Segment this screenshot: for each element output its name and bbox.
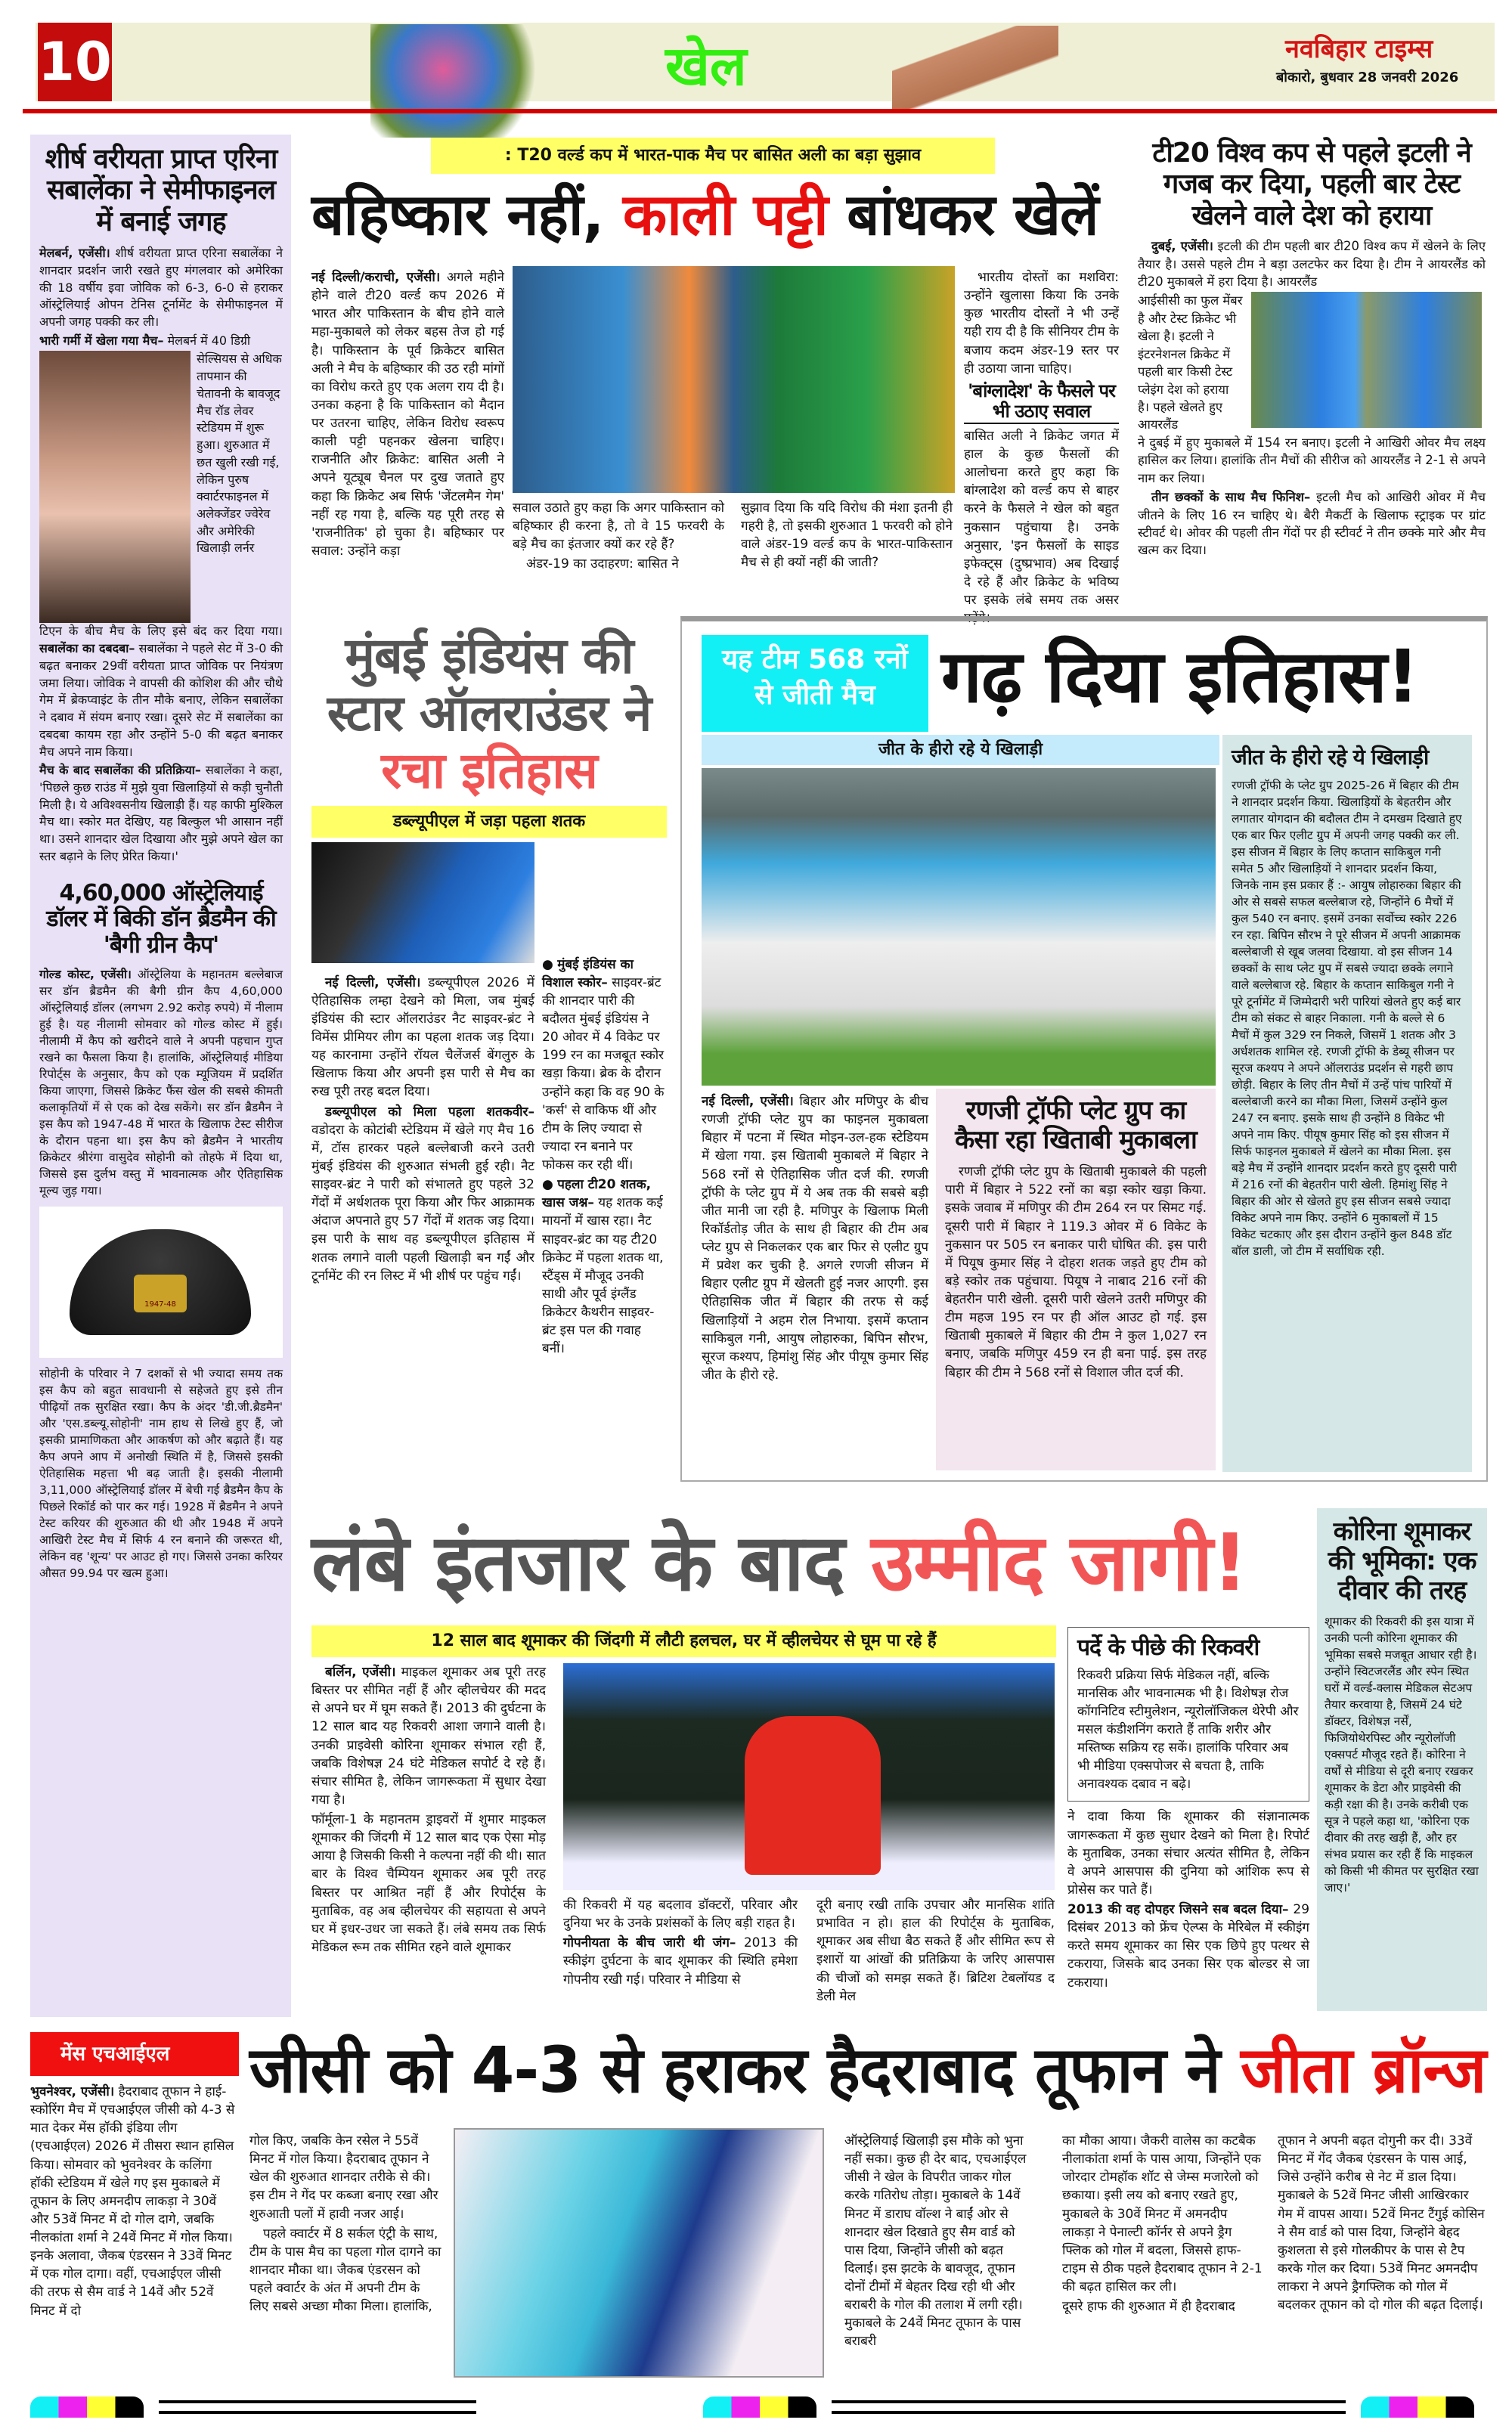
sabalenka-photo [39, 351, 191, 623]
ranji-final-box: रणजी ट्रॉफी प्लेट ग्रुप का कैसा रहा खिताबी मुकाबला रणजी ट्रॉफी प्लेट ग्रुप के खिताबी मुकाबले की पहली पारी में बिहार ने 522 रनों का बड़ा स्कोर खड़ा किया. इसके जवाब में मणिपुर की टीम 264 रन पर सिमट गई. दूसरी पारी में बिहार ने 119.3 ओवर में 6 विकेट के नुकसान पर 505 रन बनाकर पारी घोषित की. इस पारी में पियूष कुमार सिंह ने दोहरा शतक जड़ते हुए टीम को बड़े स्कोर तक पहुंचाया. पियूष ने नाबाद 216 रनों की बेहतरीन पारी खेली. दूसरी पारी खेलने उतरी मणिपुर की टीम महज 195 रन पर ही ऑल आउट हो गई. इस खिताबी मुकाबले में बिहार की टीम ने कुल 1,027 रन बनाए, जबकि मणिपुर 459 रन ही बना पाई. इस तरह बिहार की टीम ने 568 रनों से विशाल जीत दर्ज की. [936, 1089, 1216, 1470]
ranji-photo-banner: जीत के हीरो रहे ये खिलाड़ी [702, 735, 1219, 765]
schumacher-kicker: 12 साल बाद शूमाकर की जिंदगी में लौटी हलचल, घर में व्हीलचेयर से घूम पा रहे हैं [311, 1625, 1056, 1657]
map-collage-image [370, 24, 552, 138]
hockey-section-label: मेंस एचआईएल [30, 2032, 239, 2076]
schumacher-headline: लंबे इंतजार के बाद उम्मीद जागी! [311, 1517, 1247, 1609]
ranji-badge: यह टीम 568 रनों से जीती मैच [702, 635, 928, 732]
recovery-headline: पर्दे के पीछे की रिकवरी [1077, 1634, 1259, 1661]
sabalenka-headline: शीर्ष वरीयता प्राप्त एरिना सबालेंका ने सेमीफाइनल में बनाई जगह [45, 144, 277, 237]
registration-marks-right [1361, 2396, 1474, 2418]
header-rule [23, 109, 1497, 113]
schumacher-right-column [1067, 1627, 1309, 1994]
newspaper-name: नवबिहार टाइम्स [1285, 34, 1433, 64]
t20-col3: सुझाव दिया कि यदि विरोध की मंशा इतनी ही गहरी है, तो इसकी शुरुआत 1 फरवरी को होने वाले अंडर-19 वर्ल्ड कप के भारत-पाकिस्तान मैच से ही क्यों नहीं की जाती? [741, 500, 953, 571]
schumacher-col4: ने दावा किया कि शूमाकर की संज्ञानात्मक जागरूकता में कुछ सुधार देखने को मिला है। रिपोर्ट के मुताबिक, उनका संचार अत्यंत सीमित है, लेकिन वे अपने आसपास की दुनिया को आंशिक रूप से प्रोसेस कर पाते हैं। 2013 की वह दोपहर जिसने सब बदल दिया– 29 दिसंबर 2013 को फ्रेंच ऐल्प्स के मेरिबेल में स्कीइंग करते समय शूमाकर का सिर एक छिपे हुए पत्थर से टकराया, जिसके बाद उनका सिर एक बोल्डर से जा टकराया। [1067, 1809, 1310, 1991]
schumacher-skiing-photo [563, 1663, 1055, 1890]
baggy-green-cap-photo [39, 1207, 283, 1358]
italy-headline: टी20 विश्व कप से पहले इटली ने गजब कर दिया, पहली बार टेस्ट खेलने वाले देश को हराया [1152, 138, 1471, 231]
schumacher-col2: की रिकवरी में यह बदलाव डॉक्टरों, परिवार और दुनिया भर के उनके प्रशंसकों के लिए बड़ी राहत है। गोपनीयता के बीच जारी थी जंग– 2013 की स्कीइंग दुर्घटना के बाद शूमाकर की स्थिति हमेशा गोपनीय रखी गई। परिवार ने मीडिया से [563, 1898, 798, 1988]
hockey-col4: का मौका आया। जैकरी वालेस का कटबैक नीलाकांता शर्मा के पास आया, जिन्होंने एक जोरदार टोमहॉक शॉट से जेम्स मजारेलो को छकाया। इसी लय को बनाए रखते हुए, मुकाबले के 30वें मिनट में अमनदीप लाकड़ा ने पेनाल्टी कॉर्नर से अपने ड्रैग फ्लिक को गोल में बदला, जिससे हाफ-टाइम से ठीक पहले हैदराबाद तूफान ने 2-1 की बढ़त हासिल कर ली। दूसरे हाफ की शुरुआत में ही हैदराबाद [1062, 2133, 1263, 2315]
statue-image [892, 26, 1058, 113]
schumacher-col1: बर्लिन, एजेंसी। माइकल शूमाकर अब पूरी तरह बिस्तर पर सीमित नहीं हैं और व्हीलचेयर की मदद से अपने घर में घूम सकते हैं। 2013 की दुर्घटना के 12 साल बाद यह रिकवरी आशा जगाने वाली है। उनकी प्राइवेसी कोरिना शूमाकर संभाल रही हैं, जबकि विशेषज्ञ 24 घंटे मेडिकल सपोर्ट दे रहे हैं। संचार सीमित है, लेकिन जागरूकता में सुधार देखा गया है। फॉर्मूला-1 के महानतम ड्राइवरों में शुमार माइकल शूमाकर की जिंदगी में 12 साल बाद एक ऐसा मोड़ आया है जिसकी किसी ने कल्पना नहीं की थी। सात बार के विश्व चैम्पियन शूमाकर अब पूरी तरह बिस्तर पर आश्रित नहीं हैं और रिपोर्ट्स के मुताबिक, वह अब व्हीलचेयर की सहायता से अपने घर में इधर-उधर जा सकते हैं। लंबे समय तक सिर्फ मेडिकल रूम तक सीमित रहने वाले शूमाकर [311, 1665, 546, 1955]
hockey-col1: भुवनेश्वर, एजेंसी। हैदराबाद तूफान ने हाई-स्कोरिंग मैच में एचआईएल जीसी को 4-3 से मात देकर मेंस हॉकी इंडिया लीग (एचआईएल) 2026 में तीसरा स्थान हासिल किया। सोमवार को भुवनेश्वर के कलिंगा हॉकी स्टेडियम में खेले गए इस मुकाबले में तूफान के लिए अमनदीप लाकड़ा ने 30वें और 53वें मिनट में दो गोल दागे, जबकि नीलकांता शर्मा ने 24वें मिनट में गोल किया। इनके अलावा, जैकब एंडरसन ने 33वें मिनट में एक गोल दागा। वहीं, एचआईएल जीसी की तरफ से सैम वार्ड ने 14वें और 52वें मिनट में दो [30, 2084, 235, 2319]
india-pakistan-captains-photo [513, 266, 955, 493]
t20-col1: नई दिल्ली/कराची, एजेंसी। अगले महीने होने वाले टी20 वर्ल्ड कप 2026 में भारत और पाकिस्तान के बीच होने वाले महा-मुकाबले को लेकर बहस तेज हो गई है। पाकिस्तान के पूर्व क्रिकेटर बासित अली ने मैच के बहिष्कार की उठ रही मांगों का विरोध करते हुए एक अलग राय दी है। उनका कहना है कि पाकिस्तान को मैदान पर उतरना चाहिए, लेकिन विरोध स्वरूप काली पट्टी पहनकर खेलना चाहिए। राजनीति और क्रिकेट: बासित अली ने अपने यूट्यूब चैनल पर दुख जताते हुए कहा कि क्रिकेट अब सिर्फ 'जेंटलमैन गेम' नहीं रह गया है, बल्कि यह पूरी तरह से 'राजनीतिक' हो चुका है। बहिष्कार पर सवाल: उन्होंने कड़ा [311, 270, 504, 559]
t20-col2: सवाल उठाते हुए कहा कि अगर पाकिस्तान को बहिष्कार ही करना है, तो वे 15 फरवरी के बड़े मैच का इंतजार क्यों कर रहे हैं? अंडर-19 का उदाहरण: बासित ने [513, 500, 724, 572]
corinna-sidebar: कोरिना शूमाकर की भूमिका: एक दीवार की तरह शूमाकर की रिकवरी की इस यात्रा में उनकी पत्नी कोरिना शूमाकर की भूमिका सबसे मजबूत आधार रही है। उन्होंने स्विटजरलैंड और स्पेन स्थित घरों में वर्ल्ड-क्लास मेडिकल सेटअप तैयार करवाया है, जिसमें 24 घंटे डॉक्टर, विशेषज्ञ नर्सें, फिजियोथेरपिस्ट और न्यूरोलॉजी एक्सपर्ट मौजूद रहते हैं। कोरिना ने वर्षों से मीडिया से दूरी बनाए रखकर शूमाकर के डेटा और प्राइवेसी की कड़ी रक्षा की है। उनके करीबी एक सूत्र ने पहले कहा था, 'कोरिना एक दीवार की तरह खड़ी हैं, और हर संभव प्रयास कर रही हैं कि माइकल को किसी भी कीमत पर सुरक्षित रखा जाए।' [1317, 1508, 1487, 2011]
cap-crest: 1947-48 [134, 1275, 187, 1312]
recovery-box: पर्दे के पीछे की रिकवरी रिकवरी प्रक्रिया सिर्फ मेडिकल नहीं, बल्कि मानसिक और भावनात्मक भी है। विशेषज्ञ रोज कॉगनिटिव स्टीमुलेशन, न्यूरोलॉजिकल थेरेपी और मसल कंडीशनिंग कराते हैं ताकि शरीर और मस्तिष्क सक्रिय रह सकें। हालांकि परिवार अब भी मीडिया एक्सपोजर से बचता है, ताकि अनावश्यक दबाव न बढ़े। [1067, 1627, 1309, 1802]
ranji-headline: गढ़ दिया इतिहास! [941, 634, 1419, 719]
registration-marks-left [30, 2396, 144, 2418]
bradman-article: गोल्ड कोस्ट, एजेंसी। ऑस्ट्रेलिया के महानतम बल्लेबाज सर डॉन ब्रैडमैन की बैगी ग्रीन कैप 4,60,000 ऑस्ट्रेलियाई डॉलर (लगभग 2.92 करोड़ रुपये) में नीलाम हुई है। यह नीलामी सोमवार को गोल्ड कोस्ट में हुई। नीलामी में कैप को खरीदने वाले ने अपनी पहचान गुप्त रखने का फैसला किया है। हालांकि, ऑस्ट्रेलियाई मीडिया रिपोर्ट्स के अनुसार, कैप को एक म्यूजियम में प्रदर्शित किया जाएगा, जिससे क्रिकेट फैंस खेल की सबसे कीमती कलाकृतियों में से एक को देख सकेंगे। सर डॉन ब्रैडमैन ने इस कैप को 1947-48 में भारत के खिलाफ टेस्ट सीरीज के दौरान पहना था। इस कैप को ब्रैडमैन ने भारतीय क्रिकेटर श्रीरंगा वासुदेव सोहोनी को तोहफे में दिया था, जिससे इस दुर्लभ वस्तु में भावनात्मक और ऐतिहासिक मूल्य जुड़ गया। 1947-48 सोहोनी के परिवार ने 7 दशकों से भी ज्यादा समय तक इस कैप को बहुत सावधानी से सहेजते हुए इसे तीन पीढ़ियों तक सुरक्षित रखा। कैप के अंदर 'डी.जी.ब्रैडमैन' और 'एस.डब्ल्यू.सोहोनी' नाम हाथ से लिखे हुए हैं, जो इसकी प्रामाणिकता और आकर्षण को और बढ़ाते हैं। यह कैप अपने आप में अनोखी स्थिति में है, जिससे इसकी ऐतिहासिक महत्ता भी बढ़ जाती है। इसकी नीलामी 3,11,000 ऑस्ट्रेलियाई डॉलर में बेची गई ब्रैडमैन कैप के पिछले रिकॉर्ड को पार कर गई। 1928 में ब्रैडमैन ने अपने टेस्ट करियर की शुरुआत की थी और 1948 में अपने आखिरी टेस्ट मैच में सिर्फ 4 रन बनाने की जरूरत थी, लेकिन वह 'शून्य' पर आउट हो गए। जिससे उनका करियर औसत 99.94 पर खत्म हुआ। [39, 968, 283, 1581]
hockey-match-photo [454, 2128, 824, 2378]
page-number: 10 [38, 23, 112, 101]
registration-marks-center [703, 2396, 816, 2418]
sciver-brunt-photo [311, 842, 534, 963]
bihar-team-photo [702, 768, 1216, 1086]
mumbai-kicker: डब्ल्यूपीएल में जड़ा पहला शतक [311, 806, 667, 838]
dateline: बोकारो, बुधवार 28 जनवरी 2026 [1276, 70, 1459, 85]
heroes-headline: जीत के हीरो रहे ये खिलाड़ी [1232, 745, 1429, 770]
registration-lines-right [832, 2400, 1346, 2414]
t20-subhead: 'बांग्लादेश' के फैसले पर भी उठाए सवाल [964, 381, 1119, 424]
ranji-heroes-sidebar: जीत के हीरो रहे ये खिलाड़ी रणजी ट्रॉफी के प्लेट ग्रुप 2025-26 में बिहार की टीम ने शानदार प्रदर्शन किया. खिलाड़ियों के बेहतरीन और लगातार योगदान की बदौलत टीम ने दमखम दिखाते हुए एक बार फिर एलीट ग्रुप में अपनी जगह पक्की कर ली. इस सीजन में बिहार के लिए कप्तान साकिबुल गनी समेत 5 और खिलाड़ियों ने शानदार प्रदर्शन किया, जिनके नाम इस प्रकार हैं :- आयुष लोहारुका बिहार की ओर से सबसे सफल बल्लेबाज रहे, जिन्होंने 6 मैचों में कुल 540 रन बनाए. इसमें उनका सर्वोच्च स्कोर 226 रन रहा. बिपिन सौरभ ने पूरे सीजन में अपनी आक्रामक बल्लेबाजी से खूब जलवा दिखाया. वो इस सीजन 14 छक्कों के साथ प्लेट ग्रुप में सबसे ज्यादा छक्के लगाने वाले बल्लेबाज रहे. बिहार के कप्तान साकिबुल गनी ने पूरे टूर्नामेंट में जिम्मेदारी भरी पारियां खेलते हुए कई बार टीम को संकट से बाहर निकाला. गनी के बल्ले से 6 मैचों में कुल 329 रन निकले, जिसमें 1 शतक और 3 अर्धशतक शामिल रहे. रणजी ट्रॉफी के डेब्यू सीजन पर सूरज कश्यप ने अपने ऑलराउंड प्रदर्शन से गहरी छाप छोड़ी. बिहार के लिए तीन मैचों में उन्हें पांच पारियों में बल्लेबाजी करने का मौका मिला, जिसमें उन्होंने कुल 247 रन बनाए. इसके साथ ही उन्होंने 8 विकेट भी अपने नाम किए. पीयूष कुमार सिंह को इस सीजन में सिर्फ फाइनल मुकाबले में खेलने का मौका मिला. इस बड़े मैच में उन्होंने शानदार प्रदर्शन करते हुए दूसरी पारी में 216 रनों की बेहतरीन पारी खेली. हिमांशु सिंह ने बिहार की ओर से खेलते हुए इस सीजन सबसे ज्यादा विकेट अपने नाम किए. उन्होंने 6 मुकाबलों में 15 विकेट चटकाए और इस दौरान उन्होंने कुल 848 डॉट बॉल डाली, जो टीम में सर्वाधिक रही. [1222, 735, 1472, 1472]
t20-col4: भारतीय दोस्तों का मशविरा: उन्होंने खुलासा किया कि उनके कुछ भारतीय दोस्तों ने भी उन्हें यही राय दी है कि सीनियर टीम के बजाय कदम अंडर-19 स्तर पर ही उठाया जाना चाहिए। 'बांग्लादेश' के फैसले पर भी उठाए सवाल बासित अली ने क्रिकेट जगत में हाल के कुछ फैसलों की आलोचना करते हुए कहा कि बांग्लादेश को वर्ल्ड कप से बाहर करने के फैसले ने खेल को बहुत नुकसान पहुंचाया है। उनके अनुसार, 'इन फैसलों के साइड इफेक्ट्स (दुष्प्रभाव) अब दिखाई दे रहे हैं और क्रिकेट के भविष्य पर इसके लंबे समय तक असर पड़ेंगे। [964, 270, 1119, 627]
italy-cricket-photo [1251, 292, 1482, 428]
ranji-final-headline: रणजी ट्रॉफी प्लेट ग्रुप का कैसा रहा खिताबी मुकाबला [955, 1095, 1197, 1156]
masthead [36, 23, 1495, 101]
hockey-col3: ऑस्ट्रेलियाई खिलाड़ी इस मौके को भुना नहीं सका। कुछ ही देर बाद, एचआईएल जीसी ने खेल के विपरीत जाकर गोल करके गतिरोध तोड़ा। मुकाबले के 14वें मिनट में डाराघ वॉल्श ने बाईं ओर से शानदार खेल दिखाते हुए सैम वार्ड को पास दिया, जिन्होंने जीसी को बढ़त दिलाई। इस झटके के बावजूद, तूफान दोनों टीमों में बेहतर दिख रही थी और बराबरी के गोल की तलाश में लगी रही। मुकाबले के 24वें मिनट तूफान के पास बराबरी [844, 2133, 1027, 2350]
mumbai-headline: मुंबई इंडियंस की स्टार ऑलराउंडर ने रचा इतिहास [327, 627, 652, 800]
section-title: खेल [665, 34, 747, 98]
italy-story [1138, 138, 1486, 561]
t20-headline: बहिष्कार नहीं, काली पट्टी बांधकर खेलें [311, 181, 1098, 248]
registration-lines [159, 2400, 476, 2414]
italy-article: दुबई, एजेंसी। इटली की टीम पहली बार टी20 विश्व कप में खेलने के लिए तैयार है। उससे पहले टीम ने बड़ा उलटफेर कर दिया है। टीम ने आयरलैंड को टी20 मुकाबले में हरा दिया है। आयरलैंड आईसीसी का फुल मेंबर है और टेस्ट क्रिकेट भी खेला है। इटली ने इंटरनेशनल क्रिकेट में पहली बार किसी टेस्ट प्लेइंग देश को हराया है। पहले खेलते हुए आयरलैंड ने दुबई में हुए मुकाबले में 154 रन बनाए। इटली ने आखिरी ओवर मैच लक्ष्य हासिल कर लिया। हालांकि तीन मैचों की सीरीज को आयरलैंड ने 2-1 से अपने नाम कर लिया। तीन छक्कों के साथ मैच फिनिश– इटली मैच को आखिरी ओवर में मैच जीतने के लिए 16 रन चाहिए थे। बैरी मैकर्टी के खिलाफ स्ट्राइक पर ग्रांट स्टीवर्ट थे। ओवर की पहली तीन गेंदों पर ही स्टीवर्ट ने तीन छक्के मारे और मैच खत्म कर दिया। [1138, 239, 1486, 558]
hockey-col5: तूफान ने अपनी बढ़त दोगुनी कर दी। 33वें मिनट में गेंद जैकब एंडरसन के पास आई, जिसे उन्होंने करीब से नेट में डाल दिया। मुकाबले के 52वें मिनट जीसी आखिरकार गेम में वापस आया। 52वें मिनट टैंगुई कोसिन ने सैम वार्ड को पास दिया, जिन्होंने बेहद कुशलता से इसे गोलकीपर के पास से टैप करके गोल कर दिया। 53वें मिनट अमनदीप लाकरा ने अपने ड्रैगफ्लिक को गोल में बदलकर तूफान को दो गोल की बढ़त दिलाई। [1278, 2133, 1485, 2313]
corinna-headline: कोरिना शूमाकर की भूमिका: एक दीवार की तरह [1328, 1517, 1476, 1606]
mumbai-article: नई दिल्ली, एजेंसी। डब्ल्यूपीएल 2026 में ऐतिहासिक लम्हा देखने को मिला, जब मुंबई इंडियंस की स्टार ऑलराउंडर नैट साइवर-ब्रंट ने विमेंस प्रीमियर लीग का पहला शतक जड़ दिया। यह कारनामा उन्होंने रॉयल चैलेंजर्स बेंगलुरु के खिलाफ किया और अपनी इस पारी से मैच का रुख पूरी तरह बदल दिया। डब्ल्यूपीएल को मिला पहला शतकवीर– वडोदरा के कोटांबी स्टेडियम में खेले गए मैच 16 में, टॉस हारकर पहले बल्लेबाजी करने उतरी मुंबई इंडियंस की शुरुआत संभली हुई रही। नैट साइवर-ब्रंट ने पारी को संभालते हुए पहले 32 गेंदों में अर्धशतक पूरा किया और फिर आक्रामक अंदाज अपनाते हुए 57 गेंदों में शतक जड़ दिया। इस पारी के साथ वह डब्ल्यूपीएल इतिहास में शतक लगाने वाली पहली खिलाड़ी बन गईं और टूर्नामेंट की रन लिस्ट में भी शीर्ष पर पहुंच गईं। [311, 974, 534, 1284]
schumacher-col3: दूरी बनाए रखी ताकि उपचार और मानसिक शांति प्रभावित न हो। हाल की रिपोर्ट्स के मुताबिक, शूमाकर अब सीधा बैठ सकते हैं और सीमित रूप से इशारों या आंखों की प्रतिक्रिया के जरिए आसपास की चीजों को समझ सकते हैं। ब्रिटिश टेबलॉयड द डेली मेल [816, 1898, 1055, 2004]
sabalenka-article: मेलबर्न, एजेंसी। शीर्ष वरीयता प्राप्त एरिना सबालेंका ने शानदार प्रदर्शन जारी रखते हुए मंगलवार को अमेरिका की 18 वर्षीय इवा जोविक को 6-3, 6-0 से हराकर ऑस्ट्रेलियाई ओपन टेनिस टूर्नामेंट के सेमीफाइनल में अपनी जगह पक्की कर ली। भारी गर्मी में खेला गया मैच– मेलबर्न में 40 डिग्री सेल्सियस से अधिक तापमान की चेतावनी के बावजूद मैच रॉड लेवर स्टेडियम में शुरू हुआ। शुरुआत में छत खुली रखी गई, लेकिन पुरुष क्वार्टरफाइनल में अलेक्जेंडर ज्वेरेव और अमेरिकी खिलाड़ी लर्नर टिएन के बीच मैच के लिए इसे बंद कर दिया गया। सबालेंका का दबदबा– सबालेंका ने पहले सेट में 3-0 की बढ़त बनाकर 29वीं वरीयता प्राप्त जोविक पर नियंत्रण जमा लिया। जोविक ने वापसी की कोशिश की और चौथे गेम में ब्रेकप्वाइंट के तीन मौके बनाए, लेकिन सबालेंका ने दबाव में संयम बनाए रखा। दूसरे सेट में सबालेंका का दबदबा कायम रहा और उन्होंने 5-0 की बढ़त बनाकर मैच अपने नाम किया। मैच के बाद सबालेंका की प्रतिक्रिया– सबालेंका ने कहा, 'पिछले कुछ राउंड में मुझे युवा खिलाड़ियों से कड़ी चुनौती मिली है। ये अविश्वसनीय खिलाड़ी हैं। यह काफी मुश्किल मैच था। स्कोर मत देखिए, यह बिल्कुल भी आसान नहीं था। उसने शानदार खेल दिखाया और मुझे अपने खेल का स्तर बढ़ाने के लिए प्रेरित किया।' [39, 246, 283, 863]
hockey-col2: गोल किए, जबकि केन रसेल ने 55वें मिनट में गोल किया। हैदराबाद तूफान ने खेल की शुरुआत शानदार तरीके से की। इस टीम ने गेंद पर कब्जा बनाए रखा और शुरुआती पलों में हावी नजर आई। पहले क्वार्टर में 8 सर्कल एंट्री के साथ, टीम के पास मैच का पहला गोल दागने का शानदार मौका था। जैकब एंडरसन को पहले क्वार्टर के अंत में अपनी टीम के लिए सबसे अच्छा मौका मिला। हालांकि, [249, 2133, 442, 2315]
left-column [30, 135, 291, 2017]
mumbai-bullets: ● मुंबई इंडियंस का विशाल स्कोर– साइवर-ब्रंट की शानदार पारी की बदौलत मुंबई इंडियंस ने 20 ओवर में 4 विकेट पर 199 रन का मजबूत स्कोर खड़ा किया। ब्रेक के दौरान उन्होंने कहा कि वह 90 के 'कर्स' से वाकिफ थीं और टीम के लिए ज्यादा से ज्यादा रन बनाने पर फोकस कर रही थीं। ● पहला टी20 शतक, खास जश्न– यह शतक कई मायनों में खास रहा। नैट साइवर-ब्रंट का यह टी20 क्रिकेट में पहला शतक था, स्टैंड्स में मौजूद उनकी साथी और पूर्व इंग्लैंड क्रिकेटर कैथरीन साइवर-ब्रंट इस पल की गवाह बनीं। [542, 956, 665, 1357]
bradman-headline: 4,60,000 ऑस्ट्रेलियाई डॉलर में बिकी डॉन ब्रैडमैन की 'बैगी ग्रीन कैप' [46, 879, 276, 959]
mumbai-story [311, 627, 667, 1359]
t20-kicker: : T20 वर्ल्ड कप में भारत-पाक मैच पर बासित अली का बड़ा सुझाव [431, 138, 995, 174]
ranji-article: नई दिल्ली, एजेंसी। बिहार और मणिपुर के बीच रणजी ट्रॉफी प्लेट ग्रुप का फाइनल मुकाबला बिहार में पटना में स्थित मोइन-उल-हक स्टेडियम में खेला गया. इस खिताबी मुकाबले में बिहार ने 568 रनों से ऐतिहासिक जीत दर्ज की. रणजी ट्रॉफी के प्लेट ग्रुप में ये अब तक की सबसे बड़ी जीत मानी जा रही है. मणिपुर के खिलाफ मिली रिकॉर्डतोड़ जीत के साथ ही बिहार की टीम अब प्लेट ग्रुप से निकलकर एक बार फिर से एलीट ग्रुप में प्रवेश कर चुकी है. अगले रणजी सीजन में बिहार एलीट ग्रुप में खेलती हुई नजर आएगी. इस ऐतिहासिक जीत में बिहार की तरफ से कई खिलाड़ियों ने अहम रोल निभाया. इसमें कप्तान साकिबुल गनी, आयुष लोहारुका, बिपिन सौरभ, सूरज कश्यप, हिमांशु सिंह और पीयूष कुमार सिंह जीत के हीरो रहे. [702, 1094, 928, 1383]
hockey-headline: जीसी को 4-3 से हराकर हैदराबाद तूफान ने जीता ब्रॉन्ज [249, 2033, 1486, 2107]
red-jacket-figure [745, 1716, 881, 1875]
